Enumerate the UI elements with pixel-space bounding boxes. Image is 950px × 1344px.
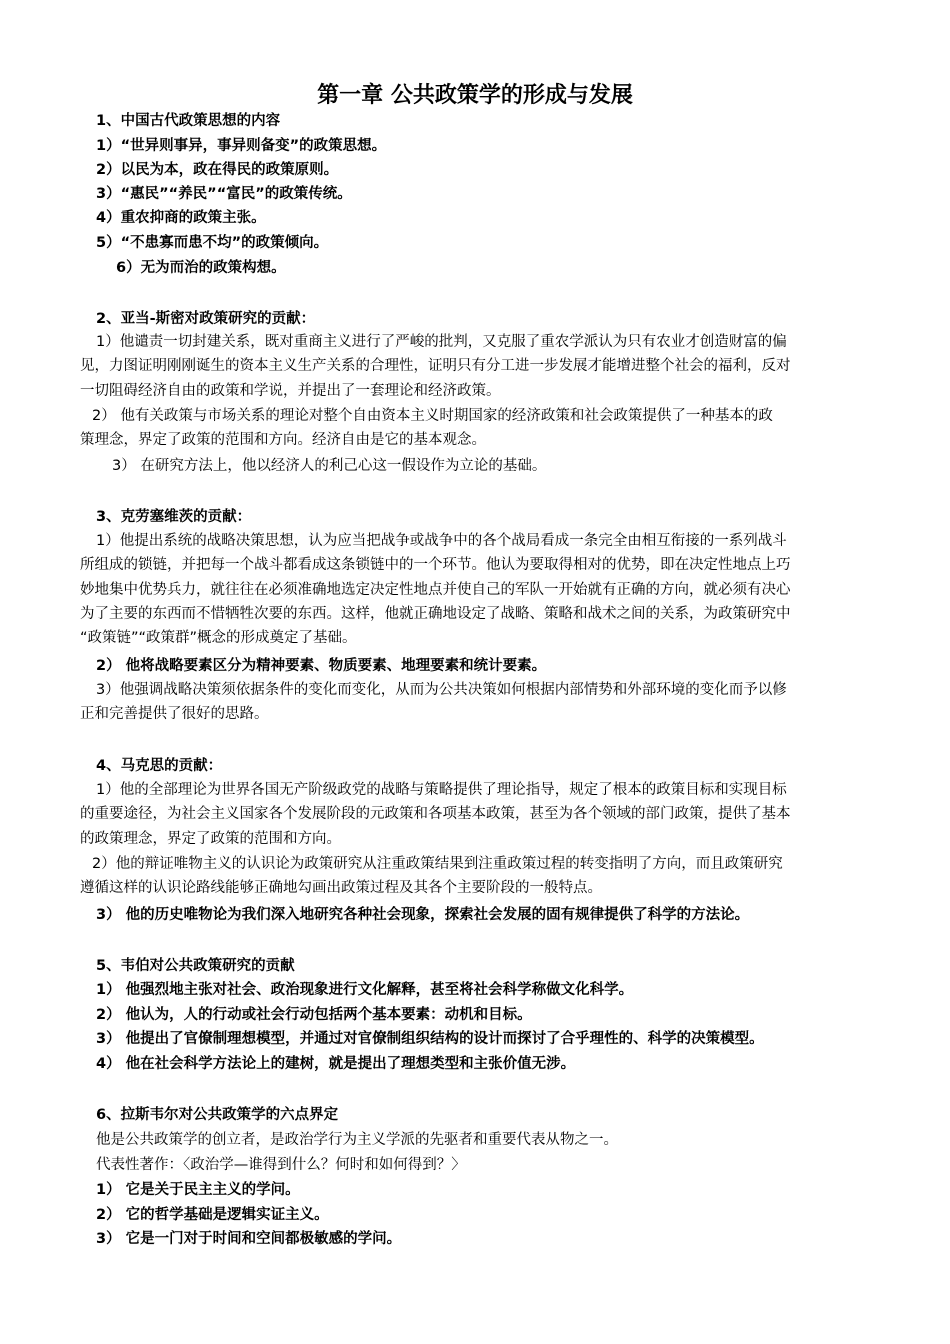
paragraph: 1）他谴责一切封建关系，既对重商主义进行了严峻的批判，又克服了重农学派认为只有农业才创造财富的偏 见，力图证明刚刚诞生的资本主义生产关系的合理性，证明只有分工进一步发展才能增进整个社会的福利，反对 一切阻碍经济自由的政策和学说，并提出了一套理论和经济政策。 (80, 334, 791, 399)
paragraph: 他是公共政策学的创立者，是政治学行为主义学派的先驱者和重要代表从物之一。 (96, 1132, 618, 1148)
paragraph: 3）他强调战略决策须依据条件的变化而变化，从而为公共决策如何根据内部情势和外部环境的变化而予以修 正和完善提供了很好的思路。 (80, 682, 787, 723)
paragraph: 2）他的辩证唯物主义的认识论为政策研究从注重政策结果到注重政策过程的转变指明了方向，而且政策研究 遵循这样的认识论路线能够正确地勾画出政策过程及其各个主要阶段的一般特点。 (80, 856, 783, 897)
section-3-heading: 3、克劳塞维茨的贡献： (96, 509, 252, 525)
section-6-heading: 6、拉斯韦尔对公共政策学的六点界定 (96, 1107, 339, 1123)
paragraph: 代表性著作：〈政治学—谁得到什么？何时和如何得到？〉 (96, 1157, 466, 1173)
list-item: 2）以民为本，政在得民的政策原则。 (96, 162, 339, 178)
list-item: 5）“不患寡而患不均”的政策倾向。 (96, 235, 329, 251)
section-1-heading: 1、中国古代政策思想的内容 (96, 113, 281, 129)
list-item: 2） 他认为，人的行动或社会行动包括两个基本要素：动机和目标。 (96, 1007, 532, 1023)
list-item: 6）无为而治的政策构想。 (116, 260, 286, 276)
list-item: 2） 它的哲学基础是逻辑实证主义。 (96, 1207, 329, 1223)
list-item: 3） 它是一门对于时间和空间都极敏感的学问。 (96, 1231, 402, 1247)
list-item: 1）“世异则事异，事异则备变”的政策思想。 (96, 138, 387, 154)
paragraph: 2） 他将战略要素区分为精神要素、物质要素、地理要素和统计要素。 (96, 658, 547, 674)
list-item: 3） 他提出了官僚制理想模型，并通过对官僚制组织结构的设计而探讨了合乎理性的、科学的决策模型。 (96, 1031, 764, 1047)
list-item: 4）重农抑商的政策主张。 (96, 210, 266, 226)
paragraph: 3） 他的历史唯物论为我们深入地研究各种社会现象，探索社会发展的固有规律提供了科学的方法论。 (96, 907, 750, 923)
paragraph: 1）他提出系统的战略决策思想，认为应当把战争或战争中的各个战局看成一条完全由相互衔接的一系列战斗 所组成的锁链，并把每一个战斗都看成这条锁链中的一个环节。他认为要取得相对的优势，即在决定性地点上巧 妙地集中优势兵力，就往往在必须准确地选定决定性地点并使自己的军队一开始就有正确的方向，就必须有决心 为了主要的东西而不惜牺牲次要的东西。这样，他就正确地设定了战略、策略和战术之间的关系，为政策研究中 “政策链”“政策群”概念的形成奠定了基础。 (80, 533, 791, 647)
paragraph: 2） 他有关政策与市场关系的理论对整个自由资本主义时期国家的经济政策和社会政策提供了一种基本的政 策理念，界定了政策的范围和方向。经济自由是它的基本观念。 (80, 408, 773, 449)
list-item: 1） 它是关于民主主义的学问。 (96, 1182, 300, 1198)
section-2-heading: 2、亚当-斯密对政策研究的贡献： (96, 311, 316, 327)
list-item: 4） 他在社会科学方法论上的建树，就是提出了理想类型和主张价值无涉。 (96, 1056, 576, 1072)
paragraph: 1）他的全部理论为世界各国无产阶级政党的战略与策略提供了理论指导，规定了根本的政策目标和实现目标 的重要途径，为社会主义国家各个发展阶段的元政策和各项基本政策，甚至为各个领域的部门政策，提供了基本 的政策理念，界定了政策的范围和方向。 (80, 782, 791, 847)
section-4-heading: 4、马克思的贡献： (96, 758, 223, 774)
paragraph: 3） 在研究方法上，他以经济人的利己心这一假设作为立论的基础。 (112, 458, 547, 474)
chapter-title: 第一章 公共政策学的形成与发展 (317, 82, 633, 108)
section-5-heading: 5、韦伯对公共政策研究的贡献 (96, 958, 295, 974)
list-item: 3）“惠民”“养民”“富民”的政策传统。 (96, 186, 352, 202)
list-item: 1） 他强烈地主张对社会、政治现象进行文化解释，甚至将社会科学称做文化科学。 (96, 982, 634, 998)
